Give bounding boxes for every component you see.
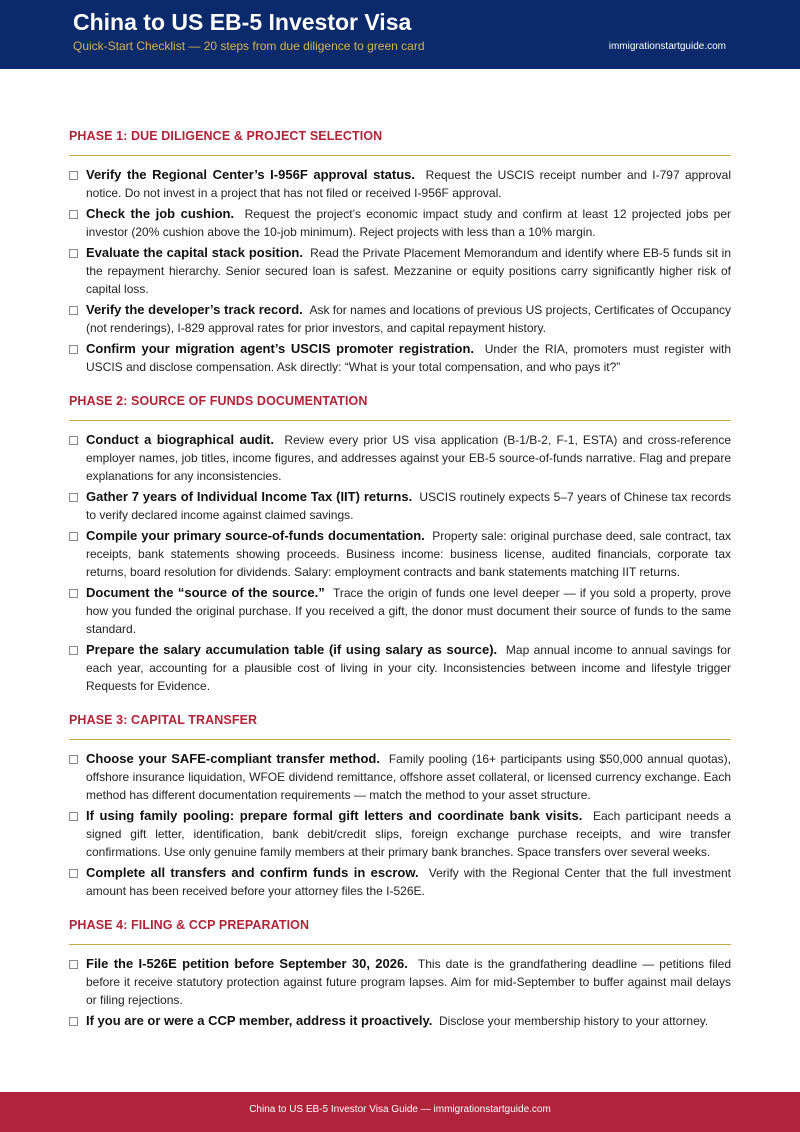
- item-title: Prepare the salary accumulation table (if using salary as source).: [86, 642, 498, 657]
- footer-text: China to US EB-5 Investor Visa Guide — immigrationstartguide.com: [249, 1104, 551, 1115]
- item-title: Gather 7 years of Individual Income Tax (IIT) returns.: [86, 489, 413, 504]
- item-title: Evaluate the capital stack position.: [86, 245, 303, 260]
- checkbox[interactable]: [69, 589, 78, 598]
- checkbox[interactable]: [69, 345, 78, 354]
- checklist-item: [69, 244, 731, 298]
- checkbox[interactable]: [69, 646, 78, 655]
- item-text: Property sale: original purchase deed, sale contract, tax receipts, bank statements showing proceeds. Business income: business license, audited financials, corporate tax returns, board resolution for dividends. Salary: employment contracts and bank statements matching IIT returns.: [86, 529, 732, 579]
- item-text: Verify with the Regional Center that the full investment amount has been received before your attorney files the I-526E.: [86, 866, 731, 898]
- checklist-item: [69, 166, 731, 202]
- page-title: China to US EB-5 Investor Visa: [73, 9, 412, 35]
- checklist-item: [69, 527, 731, 581]
- item-text: Read the Private Placement Memorandum and identify where EB-5 funds sit in the repayment hierarchy. Senior secured loan is safest. Mezzanine or equity positions carry significantly higher risk of capital loss.: [86, 246, 732, 296]
- item-text: Map annual income to annual savings for each year, accounting for a plausible cost of living in your city. Inconsistencies between income and lifestyle trigger Requests for Evidence.: [86, 643, 731, 693]
- phase-heading: PHASE 1: DUE DILIGENCE & PROJECT SELECTION: [69, 129, 383, 143]
- item-title: Verify the Regional Center’s I-956F approval status.: [86, 167, 416, 182]
- item-text: This date is the grandfathering deadline — petitions filed before it receive statutory protection against future program lapses. Aim for mid-September to buffer against mail delays or filing rejections.: [86, 957, 732, 1007]
- checkbox[interactable]: [69, 532, 78, 541]
- phase-divider: [69, 420, 731, 421]
- item-title: Compile your primary source-of-funds documentation.: [86, 528, 425, 543]
- checklist-item: [69, 750, 731, 804]
- item-text: Request the USCIS receipt number and I-797 approval notice. Do not invest in a project that has not filed or received I-956F approval.: [86, 168, 732, 200]
- checkbox[interactable]: [69, 306, 78, 315]
- item-title: File the I-526E petition before September 30, 2026.: [86, 956, 408, 971]
- item-title: Document the “source of the source.”: [86, 585, 325, 600]
- item-text: Ask for names and locations of previous US projects, Certificates of Occupancy (not renderings), I-829 approval rates for prior investors, and capital repayment history.: [86, 303, 731, 335]
- page-header: [0, 0, 800, 69]
- header-site-url: immigrationstartguide.com: [608, 41, 726, 52]
- checklist-item: [69, 1012, 731, 1030]
- item-title: Choose your SAFE-compliant transfer method.: [86, 751, 380, 766]
- phase-heading: PHASE 3: CAPITAL TRANSFER: [69, 713, 258, 727]
- phase-divider: [69, 155, 731, 156]
- checklist-item: [69, 488, 731, 524]
- checklist-item: [69, 340, 731, 376]
- checkbox[interactable]: [69, 1017, 78, 1026]
- phase-3-section: [69, 709, 731, 900]
- item-title: Conduct a biographical audit.: [86, 432, 275, 447]
- checklist-item: [69, 641, 731, 695]
- phase-heading: PHASE 2: SOURCE OF FUNDS DOCUMENTATION: [69, 394, 368, 408]
- checkbox[interactable]: [69, 210, 78, 219]
- item-text: Family pooling (16+ participants using $50,000 annual quotas), offshore insurance liquidation, WFOE dividend remittance, offshore asset collateral, or licensed currency exchange. Each method has different documentation requirements — match the method to your asset structure.: [86, 752, 731, 802]
- page-footer: [0, 1092, 800, 1132]
- checkbox[interactable]: [69, 249, 78, 258]
- item-text: Under the RIA, promoters must register with USCIS and disclose compensation. Ask directly: “What is your total compensation, and who pays it?”: [86, 342, 731, 374]
- item-text: USCIS routinely expects 5–7 years of Chinese tax records to verify declared income against claimed savings.: [86, 490, 731, 522]
- checklist-item: [69, 864, 731, 900]
- checklist-item: [69, 431, 731, 485]
- checkbox[interactable]: [69, 812, 78, 821]
- checkbox[interactable]: [69, 755, 78, 764]
- item-text: Review every prior US visa application (B-1/B-2, F-1, ESTA) and cross-reference employer names, job titles, income figures, and addresses against your EB-5 source-of-funds narrative. Flag and prepare explanations for any inconsistencies.: [86, 433, 732, 483]
- item-text: Disclose your membership history to your attorney.: [439, 1014, 709, 1028]
- checkbox[interactable]: [69, 171, 78, 180]
- phase-heading: PHASE 4: FILING & CCP PREPARATION: [69, 918, 310, 932]
- phase-divider: [69, 944, 731, 945]
- item-text: Trace the origin of funds one level deeper — if you sold a property, prove how you funded the original purchase. If you received a gift, the donor must document their source of funds to the same standard.: [86, 586, 731, 636]
- item-text: Each participant needs a signed gift letter, identification, bank debit/credit slips, foreign exchange purchase receipts, and wire transfer confirmations. Use only genuine family members at their primary bank branches. Space transfers over several weeks.: [86, 809, 731, 859]
- phase-2-section: [69, 390, 731, 695]
- item-title: Complete all transfers and confirm funds in escrow.: [86, 865, 419, 880]
- item-title: Confirm your migration agent’s USCIS promoter registration.: [86, 341, 475, 356]
- checkbox[interactable]: [69, 436, 78, 445]
- checklist-item: [69, 584, 731, 638]
- item-title: Check the job cushion.: [86, 206, 235, 221]
- checkbox[interactable]: [69, 869, 78, 878]
- checkbox[interactable]: [69, 960, 78, 969]
- checklist-item: [69, 807, 731, 861]
- item-title: Verify the developer’s track record.: [86, 302, 303, 317]
- checklist-item: [69, 205, 731, 241]
- phase-1-section: [69, 125, 731, 376]
- checklist-item: [69, 955, 731, 1009]
- item-title: If you are or were a CCP member, address it proactively.: [86, 1013, 433, 1028]
- item-title: If using family pooling: prepare formal gift letters and coordinate bank visits.: [86, 808, 583, 823]
- phase-4-section: [69, 914, 731, 1030]
- checklist-content: [69, 125, 731, 1033]
- page-subtitle: Quick-Start Checklist — 20 steps from due diligence to green card: [73, 39, 425, 53]
- checklist-item: [69, 301, 731, 337]
- checkbox[interactable]: [69, 493, 78, 502]
- item-text: Request the project’s economic impact study and confirm at least 12 projected jobs per investor (20% cushion above the 10-job minimum). Reject projects with less than a 10% margin.: [86, 207, 732, 239]
- phase-divider: [69, 739, 731, 740]
